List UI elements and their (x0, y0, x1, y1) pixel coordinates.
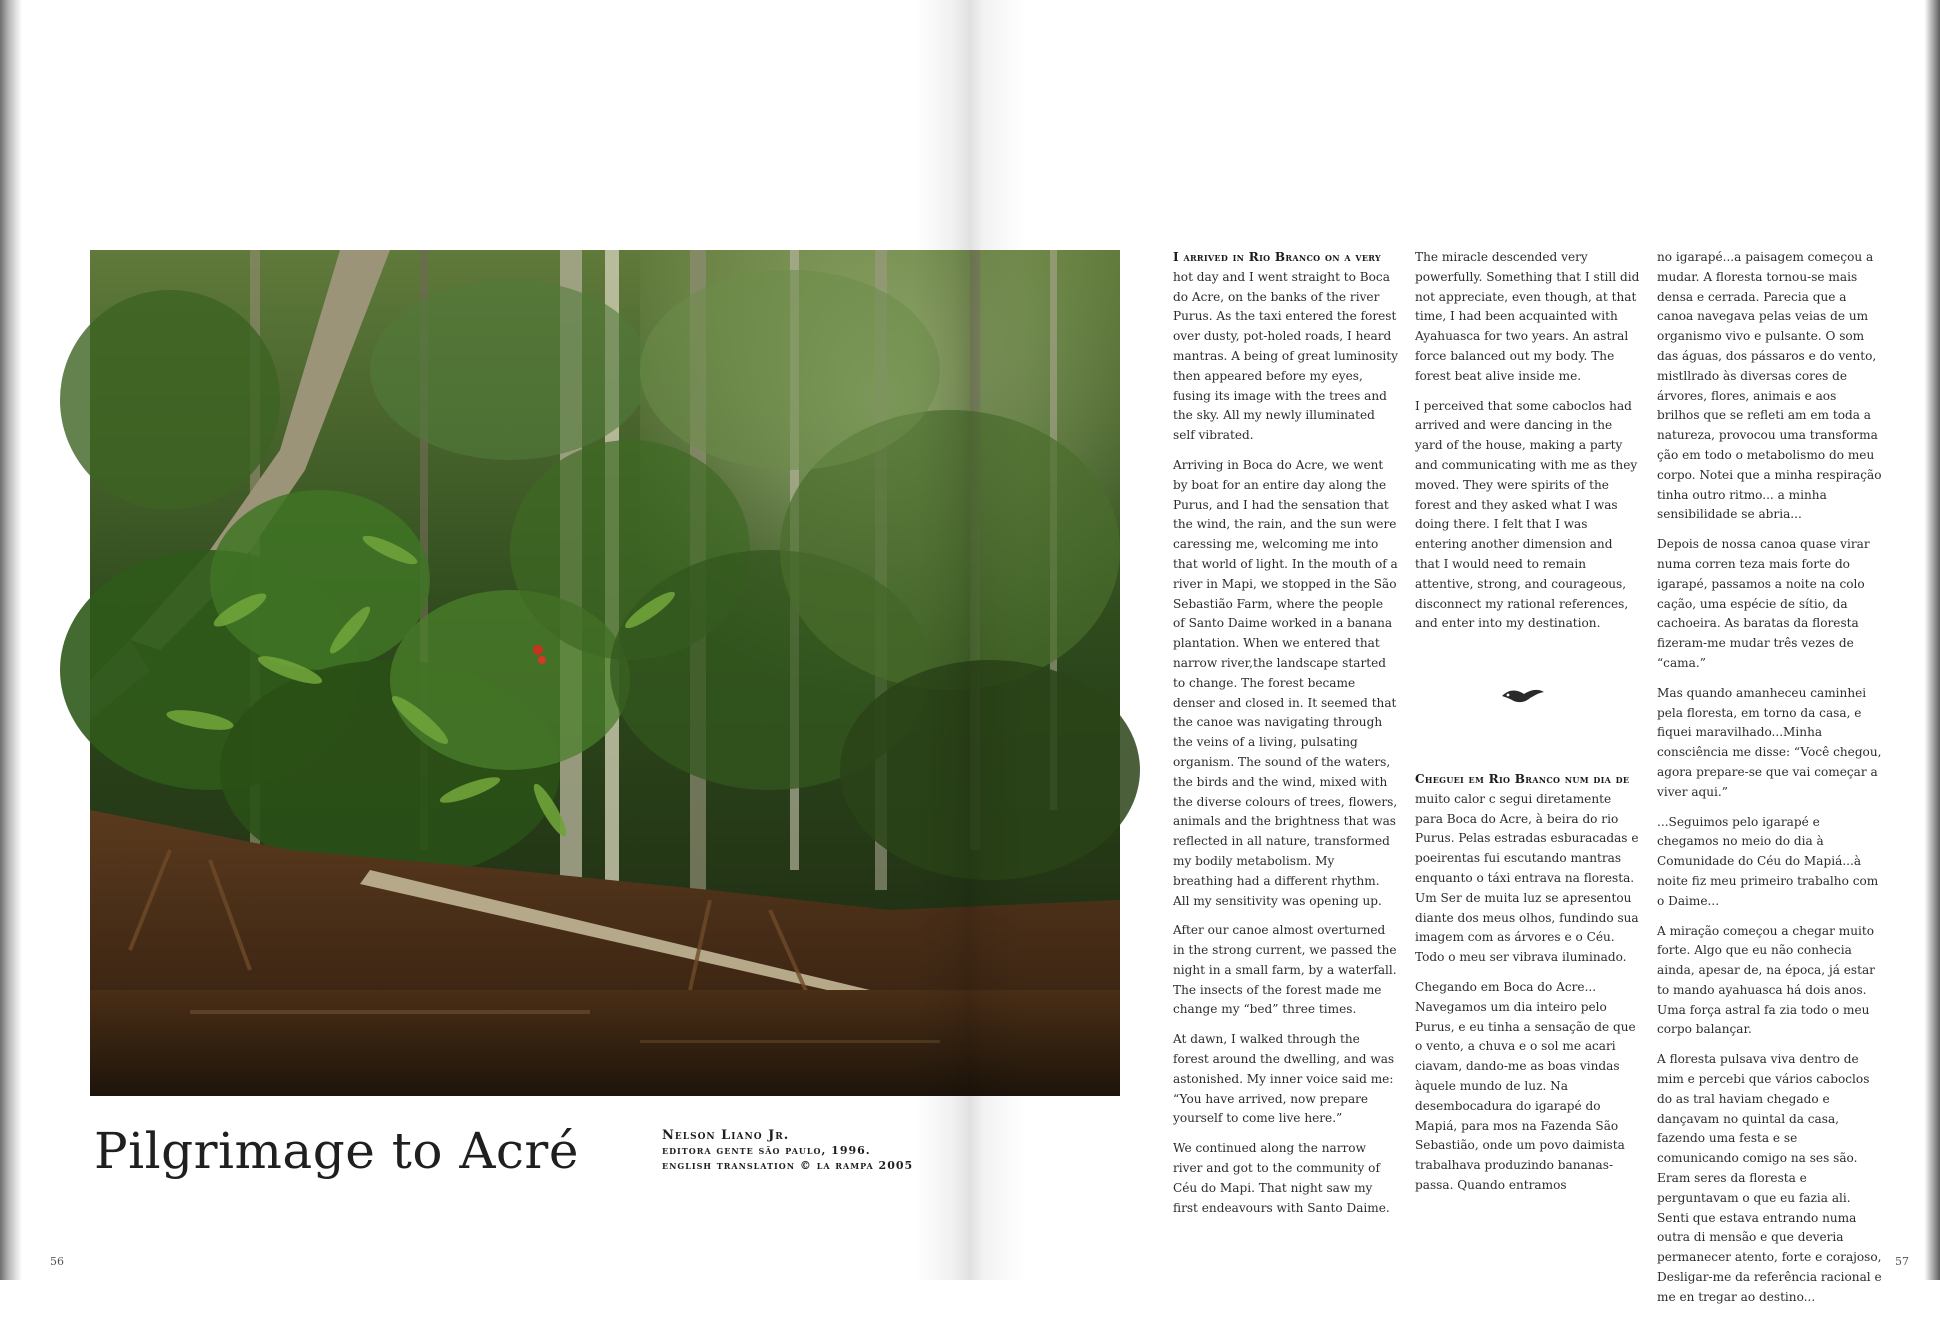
portuguese-column-2 (1657, 248, 1882, 1318)
article-title: Pilgrimage to Acré (94, 1122, 579, 1180)
portuguese-paragraph-6: ...Seguimos pelo igarapé e chegamos no meio do dia à Comunidade do Céu do Mapiá...à noite fiz meu primeiro trabalho com o Daime... (1657, 814, 1879, 908)
page-edge-right (1924, 0, 1940, 1280)
page-edge-left (0, 0, 22, 1280)
english-paragraph-2: Arriving in Boca do Acre, we went by boat for an entire day along the Purus, and I had the sensation that the wind, the rain, and the sun were caressing me, welcoming me into that world of light. In the mouth of a river in Mapi, we stopped in the São Sebastião Farm, where the people of Santo Daime worked in a banana plantation. When we entered that narrow river,the landscape started to change. The forest became denser and closed in. It seemed that the canoe was navigating through the veins of a living, pulsating organism. The sound of the waters, the birds and the wind, mixed with the diverse colours of trees, flowers, animals and the brightness that was reflected in all nature, transformed my bodily metabolism. My breathing had a different rhythm. All my sensitivity was opening up. (1173, 457, 1398, 908)
portuguese-paragraph-3: no igarapé...a paisagem começou a mudar. A floresta tornou-se mais densa e cerrada. Parecia que a canoa navegava pelas veias de um organismo vivo e pulsante. O som das águas, dos pássaros e do vento, mistllrado às diversas cores de árvores, flores, animais e aos brilhos que se refleti am em toda a natureza, provocou uma transforma ção em todo o metabolismo do meu corpo. Notei que a minha respiração tinha outro ritmo... a minha sensibilidade se abria... (1657, 250, 1882, 522)
english-lead-in: I arrived in Rio Branco on a very (1173, 250, 1381, 264)
page-number-left: 56 (50, 1255, 64, 1268)
english-paragraph-6: The miracle descended very powerfully. Something that I still did not appreciate, even though, at that time, I had been acquainted with Ayahuasca for two years. An astral force balanced out my body. The forest beat alive inside me. (1415, 250, 1640, 383)
english-column-1 (1173, 248, 1398, 1228)
english-paragraph-1-text: hot day and I went straight to Boca do Acre, on the banks of the river Purus. As the taxi entered the forest over dusty, pot-holed roads, I heard mantras. A being of great luminosity then appeared before my eyes, fusing its image with the trees and the sky. All my newly illuminated self vibrated. (1173, 269, 1398, 443)
english-paragraph-5: We continued along the narrow river and got to the community of Céu do Mapi. That night saw my first endeavours with Santo Daime. (1173, 1141, 1390, 1215)
english-paragraph-7: I perceived that some caboclos had arrived and were dancing in the yard of the house, making a party and communicating with me as they moved. They were spirits of the forest and they asked what I was doing there. I felt that I was entering another dimension and that I would need to remain attentive, strong, and courageous, disconnect my rational references, and enter into my destination. (1415, 398, 1638, 631)
rainforest-photo (90, 250, 1120, 1096)
rainforest-illustration (90, 250, 1120, 1096)
portuguese-paragraph-5: Mas quando amanheceu caminhei pela floresta, em torno da casa, e fiquei maravilhado...Minha consciência me disse: “Você chegou, agora prepare-se que vai começar a viver aqui.” (1657, 685, 1882, 799)
bird-ornament-icon (1500, 684, 1546, 708)
credit-publisher: editora gente são paulo, 1996. (662, 1144, 871, 1157)
english-paragraph-4: At dawn, I walked through the forest around the dwelling, and was astonished. My inner voice said me: “You have arrived, now prepare yourself to come live here.” (1173, 1032, 1395, 1126)
portuguese-paragraph-2: Chegando em Boca do Acre... Navegamos um dia inteiro pelo Purus, e eu tinha a sensação de que o vento, a chuva e o sol me acari ciavam, dando-me as boas vindas àquele mundo de luz. Na desembocadura do igarapé do Mapiá, para mos na Fazenda São Sebastião, onde um povo daimista trabalhava produzindo bananas-passa. Quando entramos (1415, 979, 1636, 1192)
portuguese-paragraph-4: Depois de nossa canoa quase virar numa corren teza mais forte do igarapé, passamos a noite na colo cação, uma espécie de sítio, da cachoeira. As baratas da floresta fizeram-me mudar três vezes de “cama.” (1657, 537, 1870, 670)
portuguese-paragraph-7: A miração começou a chegar muito forte. Algo que eu não conhecia ainda, apesar de, na época, já estar to mando ayahuasca há dois anos. Uma força astral fa zia todo o meu corpo balançar. (1657, 923, 1875, 1037)
portuguese-paragraph-1-text: muito calor c segui diretamente para Boca do Acre, à beira do rio Purus. Pelas estradas esburacadas e poeirentas fui escutando mantras enquanto o táxi entrava na floresta. Um Ser de muita luz se apresentou diante dos meus olhos, fundindo sua imagem com as árvores e o Céu. Todo o meu ser vibrava iluminado. (1415, 791, 1639, 965)
english-column-2 (1415, 248, 1640, 644)
english-paragraph-3: After our canoe almost overturned in the strong current, we passed the night in a small farm, by a waterfall. The insects of the forest made me change my “bed” three times. (1173, 923, 1397, 1017)
portuguese-lead-in: Cheguei em Rio Branco num dia de (1415, 772, 1630, 786)
credit-author: Nelson Liano Jr. (662, 1128, 790, 1143)
portuguese-paragraph-8: A floresta pulsava viva dentro de mim e percebi que vários caboclos do as tral haviam chegado e dançavam no quintal da casa, fazendo uma festa e se comunicando comigo na ses são. Eram seres da floresta e perguntavam o que eu fazia ali. Senti que estava entrando numa outra di mensão e que deveria permanecer atento, forte e corajoso, Desligar-me da referência racional e me en tregar ao destino... (1657, 1052, 1882, 1304)
page-number-right: 57 (1895, 1255, 1909, 1268)
portuguese-paragraph-1 (1415, 770, 1640, 968)
english-paragraph-1 (1173, 248, 1398, 446)
article-credit (662, 1128, 913, 1173)
portuguese-column-1 (1415, 770, 1640, 1206)
credit-translation: english translation © la rampa 2005 (662, 1159, 914, 1172)
